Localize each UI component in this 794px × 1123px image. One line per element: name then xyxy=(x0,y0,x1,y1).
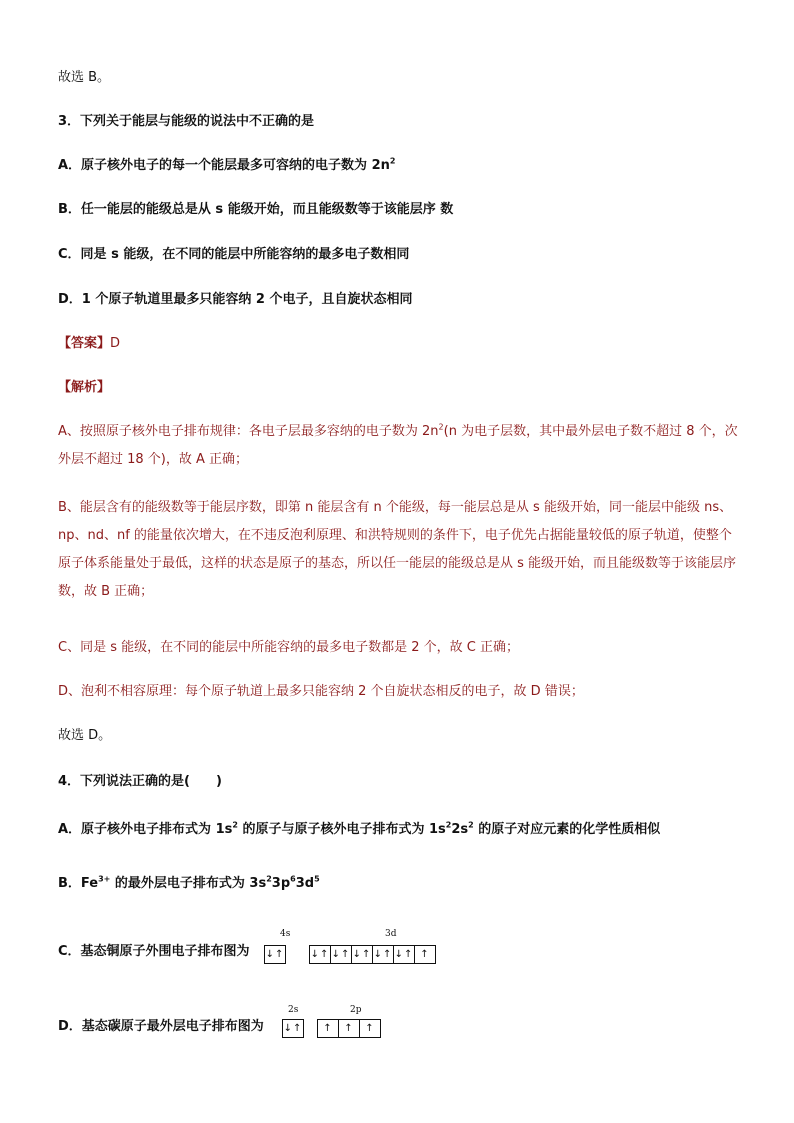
explanation-d: D、泡利不相容原理：每个原子轨道上最多只能容纳 2 个自旋状态相反的电子，故 D 错误； xyxy=(58,684,584,699)
explanation-c: C、同是 s 能级，在不同的能层中所能容纳的最多电子数都是 2 个，故 C 正确； xyxy=(58,640,519,655)
question-3-option-a: A．原子核外电子的每一个能层最多可容纳的电子数为 $2n^2$ xyxy=(58,156,396,173)
orbital-box: ↑ xyxy=(420,949,430,960)
orbital-box: ↓↑ xyxy=(373,946,394,963)
question-4-option-b: B．$Fe^{3+}$ 的最外层电子排布式为 $3s^23p^63d^5$ xyxy=(58,874,320,891)
orbital-box: ↓↑ xyxy=(265,949,285,960)
answer-label: 【答案】 xyxy=(58,336,111,351)
orbital-diagram-cu-3d xyxy=(309,945,436,964)
analysis-label: 【解析】 xyxy=(58,380,111,395)
question-3-option-d: D．1 个原子轨道里最多只能容纳 2 个电子，且自旋状态相同 xyxy=(58,292,413,307)
orbital-label-4s: 4s xyxy=(280,929,291,939)
orbital-label-2p: 2p xyxy=(350,1005,362,1015)
answer-value: D xyxy=(110,336,121,351)
orbital-box: ↓↑ xyxy=(331,946,352,963)
orbital-label-3d: 3d xyxy=(385,929,397,939)
orbital-label-2s: 2s xyxy=(288,1005,299,1015)
question-4-stem: 4．下列说法正确的是( ) xyxy=(58,774,222,789)
orbital-box: ↓↑ xyxy=(310,946,331,963)
orbital-box: ↓↑ xyxy=(352,946,373,963)
question-4-option-a: A．原子核外电子排布式为 $1s^2$ 的原子与原子核外电子排布式为 $1s^22s^2$ 的原子对应元素的化学性质相似 xyxy=(58,820,661,837)
orbital-box: ↓↑ xyxy=(283,1023,303,1034)
orbital-box: ↑ xyxy=(318,1020,339,1037)
conclusion-b: 故选 B。 xyxy=(58,70,111,85)
answer-line xyxy=(58,334,120,354)
question-3-option-b: B．任一能层的能级总是从 s 能级开始，而且能级数等于该能层序 数 xyxy=(58,202,454,217)
question-4-option-c: C．基态铜原子外围电子排布图为 xyxy=(58,944,250,959)
orbital-diagram-c-2p xyxy=(317,1019,381,1038)
explanation-a: A、按照原子核外电子排布规律：各电子层最多容纳的电子数为 $2n^2(n$ 为电子层数，其中最外层电子数不超过 8 个，次外层不超过 18 个)，故 A 正确； xyxy=(58,422,738,467)
conclusion-d: 故选 D。 xyxy=(58,728,112,743)
orbital-box: ↑ xyxy=(339,1020,360,1037)
question-3-option-c: C．同是 s 能级，在不同的能层中所能容纳的最多电子数相同 xyxy=(58,247,410,262)
orbital-box: ↑ xyxy=(365,1023,375,1034)
explanation-b: B、能层含有的能级数等于能层序数，即第 n 能层含有 n 个能级，每一能层总是从 s 能级开始，同一能层中能级 ns、np、nd、nf 的能量依次增大，在不违反泡利原理、和洪特规则的条件下，电子优先占据能量较低的原子轨道，使整个原子体系能量处于最低，这样的状态是原子的基态，所以任一能层的能级总是从 s 能级开始，而且能级数等于该能层序数，故 B 正确； xyxy=(58,500,737,599)
question-3-stem: 3．下列关于能层与能级的说法中不正确的是 xyxy=(58,114,315,129)
question-4-option-d: D．基态碳原子最外层电子排布图为 xyxy=(58,1019,264,1034)
orbital-diagram-c-2s xyxy=(282,1019,304,1038)
orbital-box: ↓↑ xyxy=(394,946,415,963)
orbital-diagram-cu-4s xyxy=(264,945,286,964)
